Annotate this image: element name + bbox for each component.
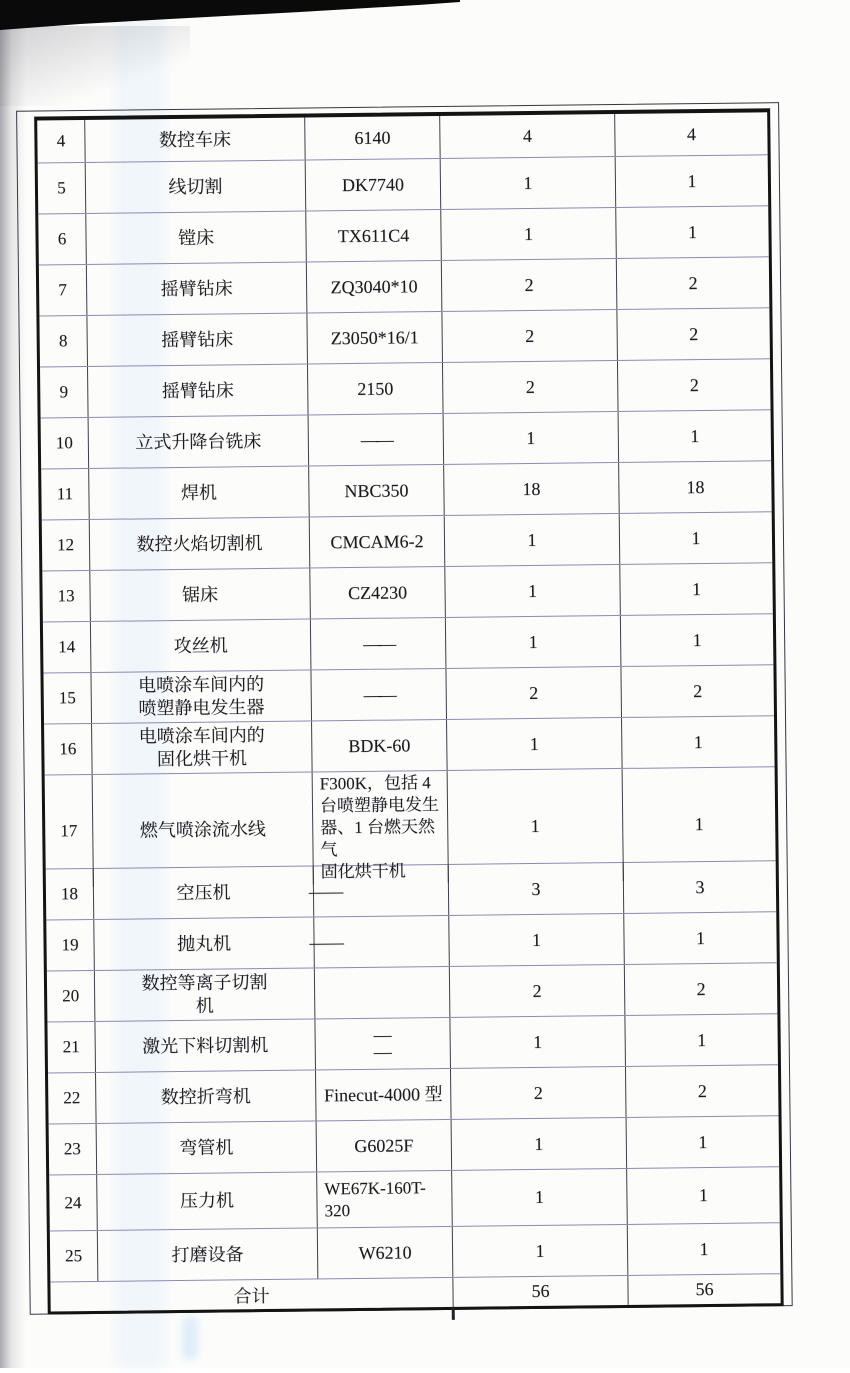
quantity-a: 1 xyxy=(527,580,538,601)
quantity-a-cell xyxy=(450,965,626,1017)
table-row xyxy=(43,664,774,723)
model-spec: WE67K-160T- 320 xyxy=(324,1177,426,1220)
equipment-name-cell xyxy=(97,1121,318,1173)
equipment-name: 摇臂钻床 xyxy=(161,328,234,350)
serial-number: 11 xyxy=(56,484,74,504)
model-spec-cell xyxy=(308,363,444,415)
model-spec: Finecut-4000 型 xyxy=(323,1084,443,1106)
equipment-name-cell xyxy=(90,517,311,569)
quantity-b: 1 xyxy=(694,813,704,834)
model-spec-cell xyxy=(307,312,443,364)
serial-number-cell xyxy=(38,163,87,214)
serial-number: 19 xyxy=(61,935,79,955)
table-row xyxy=(39,256,770,315)
serial-number-cell xyxy=(46,920,95,971)
quantity-b: 1 xyxy=(687,221,698,242)
equipment-name: 摇臂钻床 xyxy=(160,277,233,299)
quantity-b-cell xyxy=(617,308,770,360)
equipment-name: 镗床 xyxy=(177,227,215,248)
quantity-a: 2 xyxy=(524,274,534,295)
quantity-a: 1 xyxy=(535,1240,545,1261)
quantity-b-cell xyxy=(628,1223,781,1275)
serial-number: 23 xyxy=(63,1139,81,1159)
model-spec: DK7740 xyxy=(341,174,405,196)
quantity-a: 1 xyxy=(529,733,539,754)
serial-number-cell xyxy=(39,316,88,367)
model-spec: — xyxy=(309,932,344,953)
quantity-b: 1 xyxy=(693,731,703,752)
equipment-name-cell xyxy=(88,365,309,417)
quantity-a: 1 xyxy=(530,815,540,836)
equipment-name: 数控车床 xyxy=(158,128,232,150)
quantity-b-cell xyxy=(625,1014,778,1066)
model-spec-cell xyxy=(309,414,445,466)
quantity-b: 1 xyxy=(687,170,697,191)
model-spec-cell xyxy=(315,1018,451,1070)
quantity-b-cell xyxy=(616,155,769,207)
quantity-b: 1 xyxy=(691,527,701,548)
model-spec: F300K，包括 4 台喷塑静电发生 器、1 台燃天然气 固化烘干机 xyxy=(319,773,440,882)
model-spec-cell xyxy=(310,567,446,619)
model-spec: BDK-60 xyxy=(348,735,411,757)
quantity-b: 1 xyxy=(698,1131,708,1152)
quantity-b-cell xyxy=(621,665,774,717)
model-spec-cell xyxy=(305,116,440,160)
quantity-b: 1 xyxy=(690,425,700,446)
total-quantity-b: 56 xyxy=(695,1278,714,1300)
table-row xyxy=(47,962,778,1021)
equipment-name-cell xyxy=(96,1070,317,1122)
quantity-b-cell xyxy=(621,614,774,666)
quantity-b-cell xyxy=(627,1116,780,1168)
quantity-a: 1 xyxy=(527,529,537,550)
model-spec: — — xyxy=(373,1024,392,1062)
equipment-name: 电喷涂车间内的 喷塑静电发生器 xyxy=(138,674,265,719)
quantity-b: 1 xyxy=(692,629,702,650)
quantity-a-cell xyxy=(447,718,623,770)
quantity-a-cell xyxy=(443,361,619,413)
quantity-a-cell xyxy=(442,259,618,311)
quantity-a-cell xyxy=(440,114,615,158)
model-spec: NBC350 xyxy=(344,480,409,502)
model-spec-cell xyxy=(312,720,448,772)
model-spec-cell xyxy=(309,916,450,968)
model-spec-cell xyxy=(317,1171,453,1228)
serial-number: 17 xyxy=(60,821,78,841)
equipment-table xyxy=(34,108,784,1314)
serial-number: 15 xyxy=(58,688,76,708)
quantity-b: 2 xyxy=(689,323,699,344)
equipment-name: 抛丸机 xyxy=(176,932,232,954)
equipment-name: 摇臂钻床 xyxy=(161,379,234,401)
table-row xyxy=(42,562,773,621)
quantity-a-cell xyxy=(449,863,625,915)
model-spec-cell xyxy=(306,210,442,262)
total-label: 合计 xyxy=(233,1285,270,1306)
serial-number: 7 xyxy=(58,280,67,300)
quantity-b: 2 xyxy=(696,978,706,999)
total-quantity-a: 56 xyxy=(531,1280,550,1302)
model-spec-cell xyxy=(306,159,442,211)
table-row xyxy=(50,1222,781,1281)
serial-number: 21 xyxy=(62,1037,80,1057)
table-row xyxy=(39,307,770,366)
quantity-a-cell xyxy=(442,310,618,362)
table-body xyxy=(37,112,780,1281)
quantity-b-cell xyxy=(627,1167,780,1224)
equipment-name-cell xyxy=(85,118,305,162)
table-row xyxy=(41,409,772,468)
quantity-a: 1 xyxy=(533,1031,543,1052)
quantity-b-cell xyxy=(625,963,778,1015)
quantity-a: 2 xyxy=(525,376,535,397)
serial-number: 20 xyxy=(62,986,80,1006)
quantity-a: 1 xyxy=(523,172,533,193)
quantity-b: 1 xyxy=(695,927,706,948)
serial-number-cell xyxy=(42,571,91,622)
quantity-a: 1 xyxy=(523,223,534,244)
quantity-a: 1 xyxy=(528,631,538,652)
equipment-name-cell xyxy=(98,1228,319,1280)
quantity-a-cell xyxy=(446,616,622,668)
equipment-name: 焊机 xyxy=(180,482,218,503)
serial-number: 22 xyxy=(63,1088,81,1108)
equipment-name: 压力机 xyxy=(179,1190,235,1212)
quantity-a-cell xyxy=(449,914,625,966)
table-row xyxy=(41,460,772,519)
serial-number: 16 xyxy=(59,739,77,759)
equipment-name-cell xyxy=(95,1019,316,1071)
model-spec: —— xyxy=(360,429,391,450)
serial-number: 9 xyxy=(59,382,69,402)
equipment-name: 数控折弯机 xyxy=(160,1085,251,1107)
quantity-b-cell xyxy=(622,716,775,768)
table-row xyxy=(46,860,777,919)
model-spec: CZ4230 xyxy=(347,582,408,604)
serial-number-cell xyxy=(41,469,90,520)
equipment-name: 燃气喷涂流水线 xyxy=(139,818,266,840)
serial-number-cell xyxy=(49,1175,98,1231)
model-spec: TX611C4 xyxy=(337,225,410,247)
quantity-a: 2 xyxy=(532,980,542,1001)
serial-number-cell xyxy=(41,418,90,469)
model-spec: W6210 xyxy=(358,1242,412,1263)
serial-number-cell xyxy=(47,1022,96,1073)
quantity-a: 2 xyxy=(533,1082,543,1103)
table-row xyxy=(42,511,773,570)
quantity-a-cell xyxy=(451,1067,627,1119)
quantity-a: 2 xyxy=(529,682,539,703)
model-spec: G6025F xyxy=(354,1135,414,1157)
quantity-b: 1 xyxy=(691,578,702,599)
equipment-name-cell xyxy=(89,466,310,518)
equipment-name-cell xyxy=(95,968,316,1020)
equipment-name: 激光下料切割机 xyxy=(142,1034,269,1056)
model-spec: —— xyxy=(363,633,394,654)
quantity-a-cell xyxy=(441,157,617,209)
model-spec: 2150 xyxy=(357,378,394,399)
quantity-a: 3 xyxy=(531,878,541,899)
quantity-b-cell xyxy=(618,359,771,411)
model-spec: ZQ3040*10 xyxy=(330,276,418,298)
quantity-a-cell xyxy=(444,412,620,464)
model-spec-cell xyxy=(315,967,451,1019)
quantity-a-cell xyxy=(444,463,620,515)
quantity-b-cell xyxy=(624,861,777,913)
serial-number: 12 xyxy=(56,535,75,555)
serial-number-cell xyxy=(49,1124,98,1175)
table-row xyxy=(43,613,774,672)
quantity-b: 2 xyxy=(689,374,699,395)
table-row xyxy=(40,358,771,417)
table-row xyxy=(49,1115,780,1174)
serial-number: 8 xyxy=(58,331,68,351)
model-spec-cell xyxy=(316,1069,452,1121)
table-row xyxy=(47,1013,778,1072)
quantity-b-cell xyxy=(615,112,767,156)
quantity-b: 1 xyxy=(697,1029,707,1050)
serial-number-cell xyxy=(40,367,89,418)
quantity-b-cell xyxy=(616,206,769,258)
serial-number-cell xyxy=(44,724,93,775)
quantity-b-cell xyxy=(620,512,773,564)
serial-number: 25 xyxy=(64,1246,83,1266)
model-spec: Z3050*16/1 xyxy=(330,327,419,349)
equipment-name-cell xyxy=(86,161,307,213)
quantity-a-cell xyxy=(446,667,622,719)
serial-number-cell xyxy=(47,971,96,1022)
table-row xyxy=(45,766,776,882)
equipment-name: 数控等离子切割 机 xyxy=(141,972,268,1016)
serial-number: 13 xyxy=(57,586,75,606)
quantity-a: 1 xyxy=(526,427,536,448)
serial-number-cell xyxy=(39,265,88,316)
model-spec-cell xyxy=(310,516,446,568)
model-spec-cell xyxy=(311,618,447,670)
serial-number: 18 xyxy=(60,884,79,904)
quantity-b: 18 xyxy=(686,476,705,497)
model-spec: — xyxy=(308,881,344,902)
model-spec-cell xyxy=(318,1227,454,1279)
equipment-name: 锯床 xyxy=(181,584,219,605)
table-row xyxy=(38,154,769,213)
quantity-b-cell xyxy=(620,563,773,615)
equipment-name: 线切割 xyxy=(168,175,223,197)
quantity-b-cell xyxy=(619,461,772,513)
quantity-b-cell xyxy=(617,257,770,309)
quantity-a-cell xyxy=(452,1118,628,1170)
serial-number-cell xyxy=(46,869,95,920)
quantity-b: 3 xyxy=(695,876,705,897)
equipment-name-cell xyxy=(89,415,310,467)
quantity-a-cell xyxy=(441,208,617,260)
serial-number-cell xyxy=(48,1073,97,1124)
scan-tick-artifact xyxy=(452,1307,455,1320)
serial-number: 10 xyxy=(55,433,73,453)
equipment-name: 立式升降台铣床 xyxy=(135,430,262,452)
model-spec-cell xyxy=(309,465,445,517)
quantity-b: 1 xyxy=(699,1238,709,1259)
equipment-name-cell xyxy=(91,619,312,671)
equipment-name-cell xyxy=(86,212,307,264)
serial-number-cell xyxy=(50,1231,99,1282)
quantity-b: 2 xyxy=(697,1080,707,1101)
quantity-b: 1 xyxy=(698,1185,709,1206)
table-row xyxy=(46,911,777,970)
serial-number-cell xyxy=(42,520,91,571)
equipment-name-cell xyxy=(94,917,315,969)
quantity-a-cell xyxy=(445,514,621,566)
equipment-name: 弯管机 xyxy=(179,1136,234,1158)
quantity-a-cell xyxy=(452,1169,628,1226)
model-spec-cell xyxy=(307,261,443,313)
total-label-cell xyxy=(50,1278,453,1312)
equipment-name: 电喷涂车间内的 固化烘干机 xyxy=(138,725,265,770)
model-spec: CMCAM6-2 xyxy=(330,531,424,553)
table-row xyxy=(38,205,769,264)
serial-number: 14 xyxy=(58,637,76,657)
quantity-a: 1 xyxy=(534,1186,545,1207)
quantity-a: 1 xyxy=(531,929,542,950)
total-quantity-b-cell xyxy=(628,1274,780,1305)
equipment-name: 攻丝机 xyxy=(173,634,228,656)
quantity-a: 1 xyxy=(534,1133,544,1154)
serial-number: 6 xyxy=(57,229,67,249)
serial-number-cell xyxy=(43,673,92,724)
equipment-name-cell xyxy=(90,568,311,620)
model-spec-cell xyxy=(311,669,447,721)
model-spec-cell xyxy=(317,1120,453,1172)
quantity-a: 2 xyxy=(525,325,535,346)
serial-number: 24 xyxy=(64,1192,82,1212)
quantity-a: 18 xyxy=(522,478,541,499)
quantity-b: 2 xyxy=(693,680,703,701)
serial-number-cell xyxy=(43,622,92,673)
equipment-name-cell xyxy=(87,263,308,315)
quantity-b-cell xyxy=(624,912,777,964)
quantity-a-cell xyxy=(453,1225,629,1277)
quantity-b-cell xyxy=(626,1065,779,1117)
equipment-name: 打磨设备 xyxy=(171,1243,244,1265)
equipment-name: 数控火焰切割机 xyxy=(136,532,263,554)
equipment-name: 空压机 xyxy=(176,881,231,903)
quantity-a: 4 xyxy=(522,125,533,146)
total-quantity-a-cell xyxy=(453,1276,628,1307)
equipment-name-cell xyxy=(92,721,313,773)
equipment-name-cell xyxy=(91,670,312,722)
equipment-name-cell xyxy=(94,866,315,918)
serial-number: 5 xyxy=(57,178,66,198)
table-row xyxy=(49,1166,780,1230)
table-row xyxy=(37,112,767,162)
equipment-name-cell xyxy=(87,314,308,366)
equipment-name-cell xyxy=(97,1172,318,1229)
quantity-a-cell xyxy=(445,565,621,617)
model-spec-cell xyxy=(308,865,450,917)
serial-number-cell xyxy=(37,120,85,163)
quantity-b: 2 xyxy=(688,272,698,293)
table-row xyxy=(48,1064,779,1123)
quantity-b: 4 xyxy=(686,123,697,144)
serial-number: 4 xyxy=(56,131,66,151)
table-row xyxy=(44,715,775,774)
quantity-b-cell xyxy=(619,410,772,462)
model-spec: —— xyxy=(363,684,394,705)
quantity-a-cell xyxy=(450,1016,626,1068)
serial-number-cell xyxy=(38,214,87,265)
model-spec: 6140 xyxy=(354,127,391,148)
